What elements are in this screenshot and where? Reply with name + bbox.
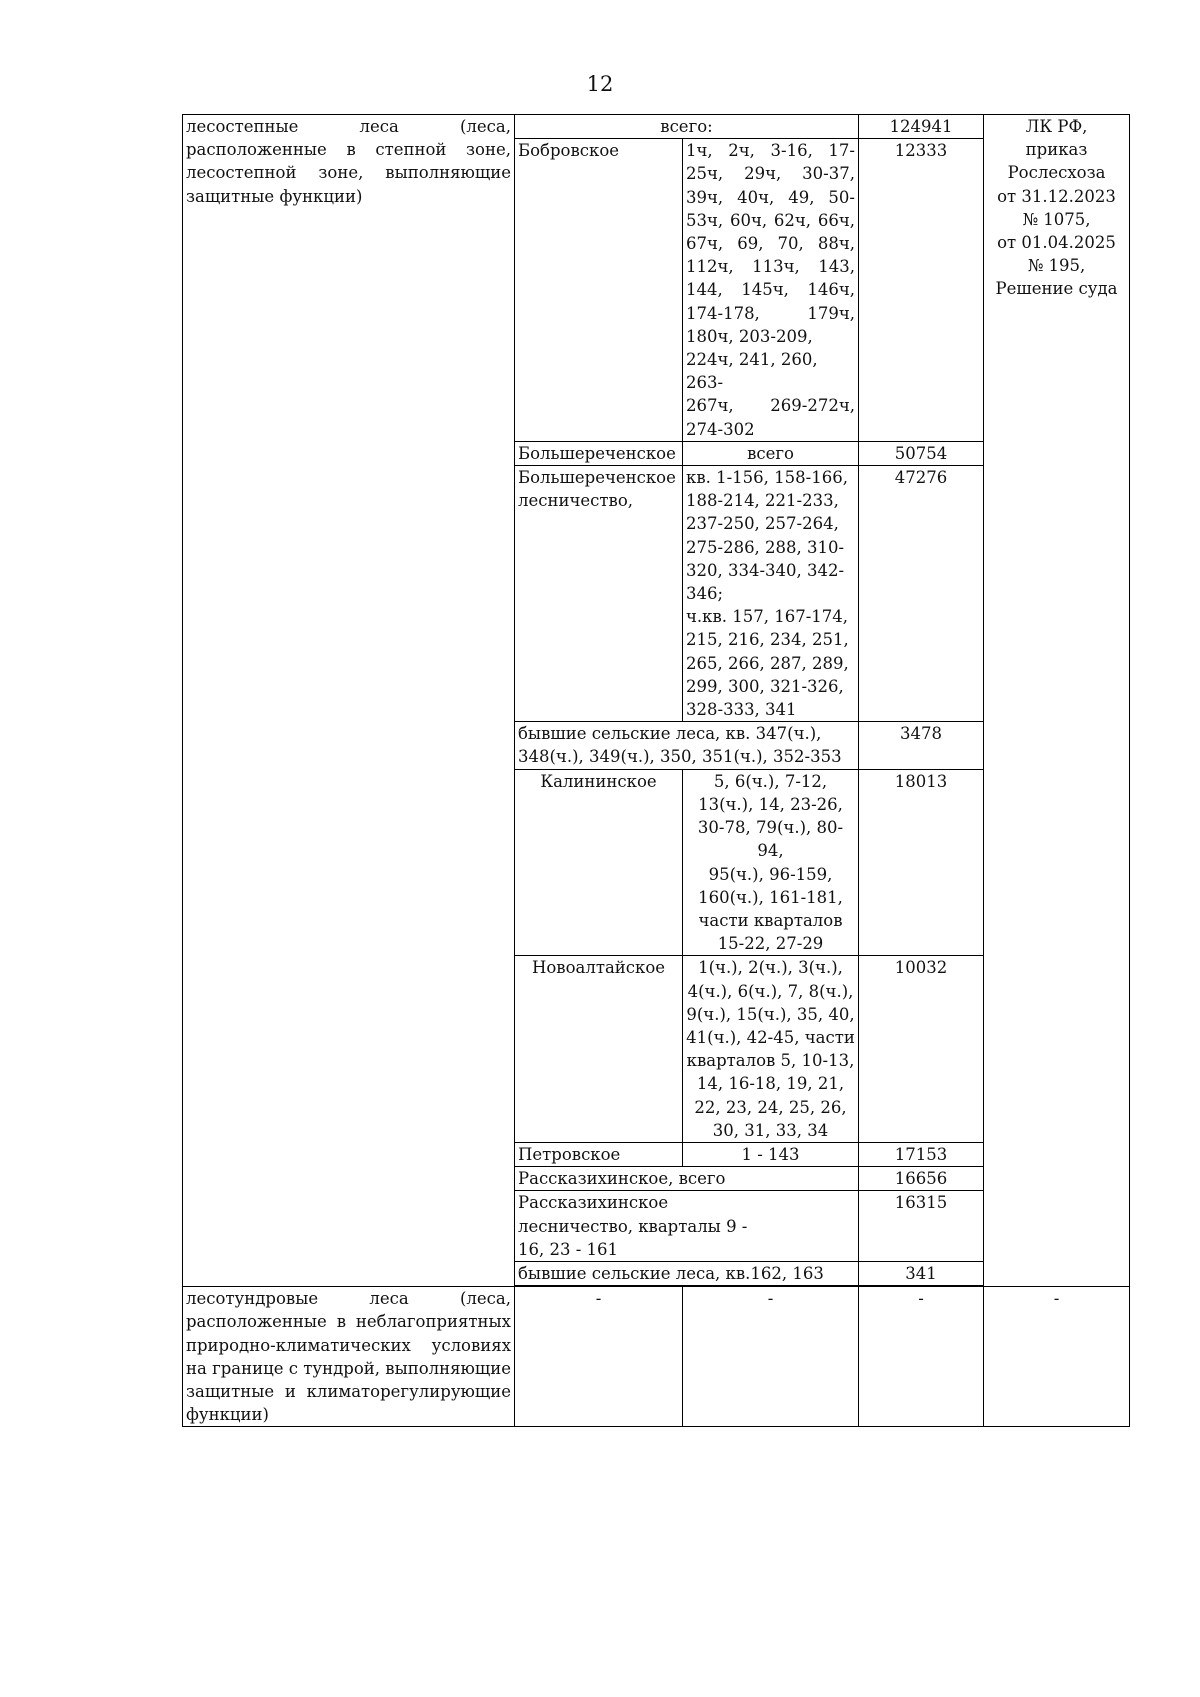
area-cell	[859, 1191, 984, 1262]
forestry-name-cell	[515, 466, 683, 722]
total-area-cell	[859, 115, 984, 139]
quarters-text: кв. 1-156, 158-166, 188-214, 221-233, 237-250, 257-264, 275-286, 288, 310- 320, 334-340, 342- 346; ч.кв. 157, 167-174, 215, 216, 234, 251, 265, 266, 287, 289, 299, 300, 321-326, 328-333, 341	[686, 468, 849, 720]
area-value: 3478	[900, 724, 942, 744]
quarters-text: 224ч, 241, 260, 263-	[686, 350, 818, 393]
forestry-name: Большереченское лесничество,	[518, 468, 676, 511]
basis-cell	[984, 1287, 1130, 1427]
area-value: 47276	[894, 468, 948, 488]
forestry-name-cell	[515, 1191, 859, 1262]
quarters-text: 1 - 143	[741, 1144, 800, 1164]
forestry-name-cell	[515, 1167, 859, 1191]
forestry-name: Калининское	[540, 771, 657, 791]
page-number: 12	[586, 72, 614, 96]
quarters-text: 1ч, 2ч, 3-16, 17-25ч, 29ч, 30-37, 39ч, 40ч, 49, 50-53ч, 60ч, 62ч, 66ч, 67ч, 69, 70, 88ч, 112ч, 113ч, 143, 144, 145ч, 146ч, 174-178, 179ч, 180ч, 203-209,	[686, 141, 855, 346]
quarters-cell	[683, 466, 859, 722]
table-row	[183, 115, 1130, 139]
area-value: 10032	[894, 958, 948, 978]
total-label-cell	[515, 115, 859, 139]
forestry-name-cell	[515, 722, 859, 769]
forestry-name-cell	[515, 1261, 859, 1285]
quarters-cell	[683, 441, 859, 465]
area-value: 18013	[894, 771, 948, 791]
quarters-text: -	[767, 1289, 774, 1309]
quarters-text: 1(ч.), 2(ч.), 3(ч.), 4(ч.), 6(ч.), 7, 8(ч.), 9(ч.), 15(ч.), 35, 40, 41(ч.), 42-45, части кварталов 5, 10-13, 14, 16-18, 19, 21, 22, 23, 24, 25, 26, 30, 31, 33, 34	[686, 958, 855, 1140]
basis-cell	[984, 115, 1130, 1287]
forestry-name-cell	[515, 139, 683, 442]
area-cell	[859, 441, 984, 465]
area-value: 341	[905, 1263, 937, 1283]
quarters-text: 274-302	[686, 419, 755, 439]
area-cell	[859, 139, 984, 442]
table-row	[183, 1287, 1130, 1427]
quarters-text: 267ч, 269-272ч,	[686, 396, 855, 416]
forestry-name: Бобровское	[518, 141, 620, 161]
category-steppe: лесостепные леса (леса, расположенные в степной зоне, лесостепной зоне, выполняющие защитные функции)	[186, 117, 511, 206]
area-cell	[859, 466, 984, 722]
forestry-name-cell	[515, 441, 683, 465]
quarters-cell	[683, 956, 859, 1143]
forestry-name: Новоалтайское	[531, 958, 666, 978]
quarters-cell	[683, 139, 859, 442]
forestry-name-cell	[515, 1287, 683, 1427]
quarters-cell	[683, 769, 859, 956]
area-value: 16656	[894, 1169, 948, 1189]
total-label: всего:	[660, 117, 713, 136]
forestry-name-cell	[515, 769, 683, 956]
forestry-name: Большереченское	[518, 443, 676, 463]
area-cell	[859, 769, 984, 956]
forest-category-table	[182, 114, 1130, 1427]
quarters-cell	[683, 1142, 859, 1166]
area-cell	[859, 1287, 984, 1427]
area-value: -	[918, 1289, 924, 1309]
quarters-text: 5, 6(ч.), 7-12, 13(ч.), 14, 23-26, 30-78, 79(ч.), 80-94, 95(ч.), 96-159, 160(ч.), 161-181, части кварталов 15-22, 27-29	[697, 771, 844, 954]
area-value: 17153	[894, 1144, 948, 1164]
quarters-cell	[683, 1287, 859, 1427]
area-cell	[859, 722, 984, 769]
forestry-name-cell	[515, 1142, 683, 1166]
legal-basis: ЛК РФ, приказ Рослесхоза от 31.12.2023 № 1075, от 01.04.2025 № 195, Решение суда	[995, 117, 1118, 299]
forestry-name-cell	[515, 956, 683, 1143]
forestry-name: бывшие сельские леса, кв.162, 163	[518, 1263, 824, 1283]
forestry-name: Рассказихинское, всего	[518, 1169, 726, 1189]
quarters-text: всего	[747, 443, 794, 463]
forestry-name: -	[595, 1289, 602, 1309]
area-value: 16315	[894, 1193, 948, 1213]
area-cell	[859, 956, 984, 1143]
area-cell	[859, 1261, 984, 1285]
legal-basis: -	[1053, 1289, 1060, 1309]
area-value: 50754	[894, 443, 948, 463]
forestry-name: Рассказихинское лесничество, кварталы 9 - 16, 23 - 161	[518, 1193, 748, 1259]
forestry-name: Петровское	[518, 1144, 621, 1164]
category-tundra: лесотундровые леса (леса, расположенные в неблагоприятных природно-климатических условиях на границе с тундрой, выполняющие защитные и климаторегулирующие функции)	[186, 1289, 511, 1425]
category-cell	[183, 1287, 515, 1427]
area-cell	[859, 1167, 984, 1191]
category-cell	[183, 115, 515, 1287]
area-cell	[859, 1142, 984, 1166]
forestry-name: бывшие сельские леса, кв. 347(ч.), 348(ч.), 349(ч.), 350, 351(ч.), 352-353	[518, 724, 842, 767]
total-area: 124941	[889, 117, 953, 136]
area-value: 12333	[894, 141, 948, 161]
